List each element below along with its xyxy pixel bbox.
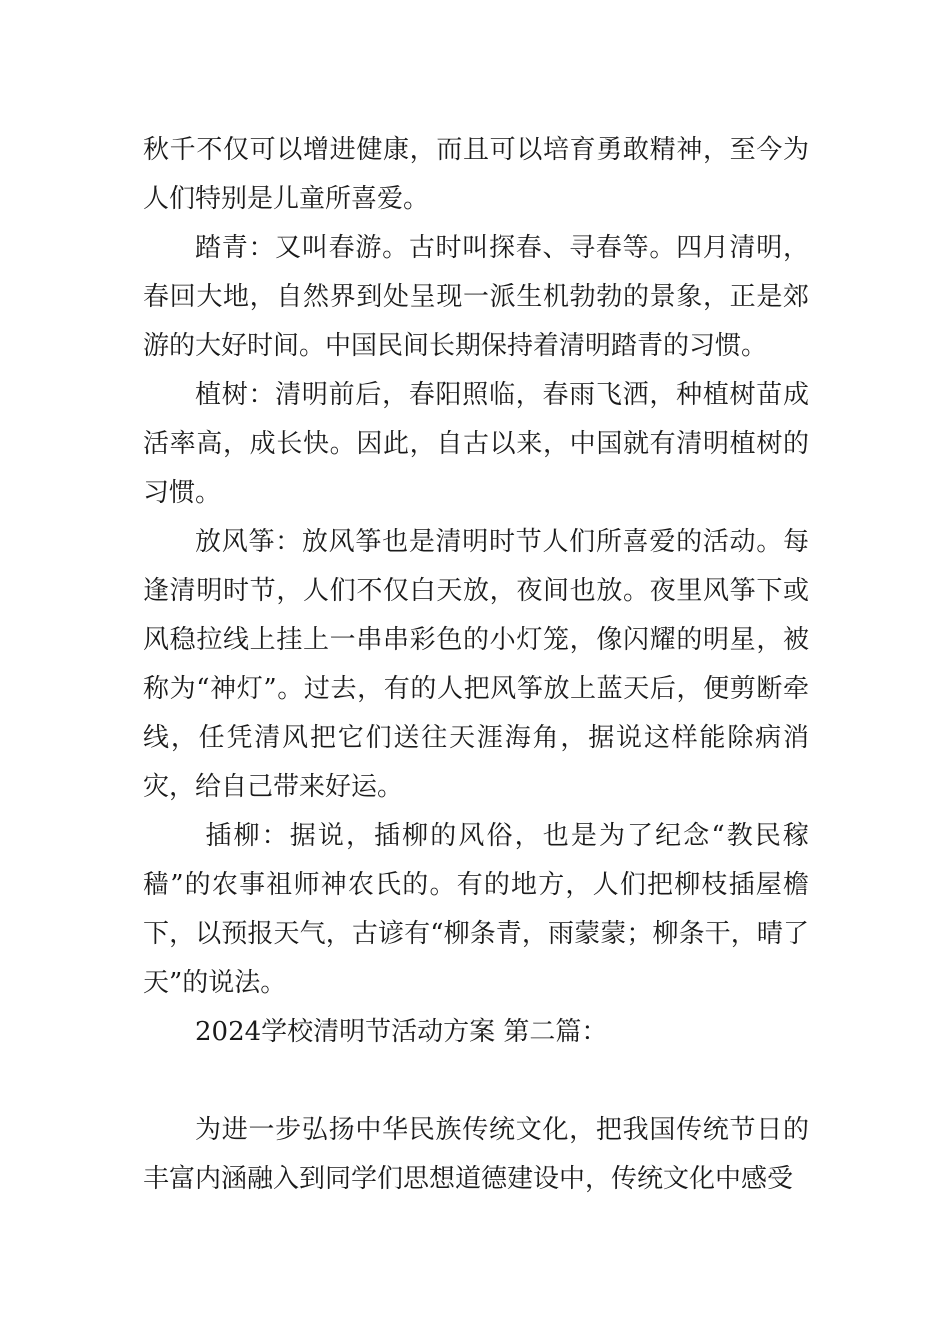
paragraph-willow-planting: 插柳：据说，插柳的风俗，也是为了纪念“教民稼穑”的农事祖师神农氏的。有的地方，人们把柳枝插屋檐下，以预报天气，古谚有“柳条青，雨蒙蒙；柳条干，晴了天”的说法。	[143, 821, 810, 998]
paragraph-taqing: 踏青：又叫春游。古时叫探春、寻春等。四月清明，春回大地，自然界到处呈现一派生机勃勃的景象，正是郊游的大好时间。中国民间长期保持着清明踏青的习惯。	[143, 233, 809, 361]
blank-line	[143, 1057, 809, 1106]
document-body	[143, 126, 809, 1204]
paragraph-tree-planting: 植树：清明前后，春阳照临，春雨飞洒，种植树苗成活率高，成长快。因此，自古以来，中国就有清明植树的习惯。	[143, 380, 809, 508]
paragraph-kite-flying: 放风筝：放风筝也是清明时节人们所喜爱的活动。每逢清明时节，人们不仅白天放，夜间也放。夜里风筝下或风稳拉线上挂上一串串彩色的小灯笼，像闪耀的明星，被称为“神灯”。过去，有的人把风筝放上蓝天后，便剪断牵线，任凭清风把它们送往天涯海角，据说这样能除病消灾，给自己带来好运。	[143, 527, 809, 802]
paragraph-intro: 为进一步弘扬中华民族传统文化，把我国传统节日的丰富内涵融入到同学们思想道德建设中，传统文化中感受	[143, 1115, 809, 1194]
paragraph-swing-continued: 秋千不仅可以增进健康，而且可以培育勇敢精神，至今为人们特别是儿童所喜爱。	[143, 135, 809, 214]
section-heading: 2024学校清明节活动方案 第二篇：	[195, 1017, 608, 1047]
